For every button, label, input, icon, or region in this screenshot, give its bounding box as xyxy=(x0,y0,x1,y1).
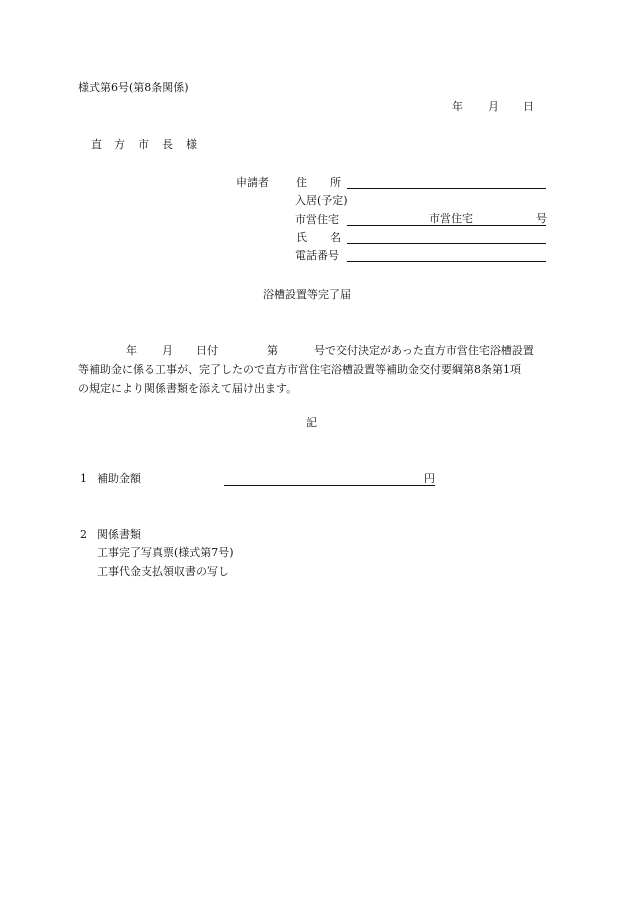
address-label-1: 住 xyxy=(296,176,307,189)
phone-field[interactable] xyxy=(347,261,546,262)
address-field[interactable] xyxy=(347,188,546,189)
body-line-3: の規定により関係書類を添えて届け出ます。 xyxy=(78,382,298,395)
body-rest: 号で交付決定があった直方市営住宅浴槽設置 xyxy=(314,344,534,357)
ki-marker: 記 xyxy=(306,416,317,429)
date-month: 月 xyxy=(488,100,499,113)
body-paragraph xyxy=(78,340,548,395)
body-month: 月 xyxy=(162,344,173,357)
related-doc: 工事代金支払領収書の写し xyxy=(97,565,229,578)
related-doc: 工事完了写真票(様式第7号) xyxy=(97,546,234,559)
body-line-1 xyxy=(78,340,548,361)
form-number: 様式第6号(第8条関係) xyxy=(78,81,189,94)
item-1-label: 補助金額 xyxy=(97,472,141,485)
item-2-number: 2 xyxy=(80,528,87,541)
name-label-2: 名 xyxy=(330,231,341,244)
body-year: 年 xyxy=(126,344,137,357)
housing-name-field[interactable] xyxy=(347,225,546,226)
item-1-unit: 円 xyxy=(424,472,435,485)
housing-mid-label: 市営住宅 xyxy=(429,212,473,225)
housing-suffix: 号 xyxy=(536,212,547,225)
addressee-char: 長 xyxy=(162,138,173,151)
item-2-label: 関係書類 xyxy=(97,528,141,541)
date-day: 日 xyxy=(523,100,534,113)
subsidy-amount-field[interactable] xyxy=(224,485,435,486)
applicant-label: 申請者 xyxy=(236,176,269,189)
move-in-label: 入居(予定) xyxy=(295,194,348,207)
date-year: 年 xyxy=(452,100,463,113)
addressee-char: 市 xyxy=(138,138,149,151)
body-no: 第 xyxy=(267,344,278,357)
address-label-2: 所 xyxy=(330,176,341,189)
body-line-2: 等補助金に係る工事が、完了したので直方市営住宅浴槽設置等補助金交付要綱第8条第1項 xyxy=(78,363,521,376)
phone-label: 電話番号 xyxy=(295,249,339,262)
name-label-1: 氏 xyxy=(296,231,307,244)
document-title: 浴槽設置等完了届 xyxy=(263,288,351,301)
addressee-char: 直 xyxy=(91,138,102,151)
body-dayof: 日付 xyxy=(196,344,218,357)
item-1-number: 1 xyxy=(80,472,87,485)
name-field[interactable] xyxy=(347,243,546,244)
addressee-char: 様 xyxy=(186,138,197,151)
addressee-char: 方 xyxy=(114,138,125,151)
housing-label: 市営住宅 xyxy=(295,213,339,226)
